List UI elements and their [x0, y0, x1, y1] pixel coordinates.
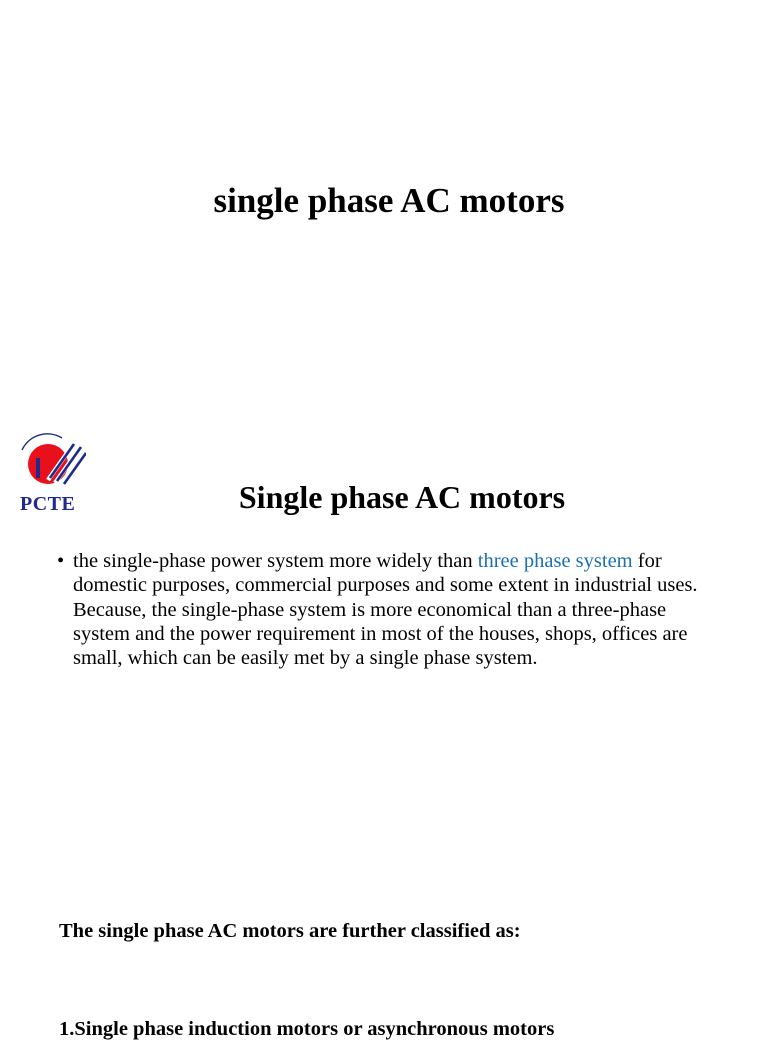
- bullet-text-after: for domestic purposes, commercial purposes and some extent in industrial uses. Because, the single-phase system is more economical than a three-phase system and the power requirement in most of the houses, shops, offices are small, which can be easily met by a single phase system.: [73, 550, 698, 670]
- classification-heading: The single phase AC motors are further classified as:: [59, 920, 521, 942]
- bullet-text-before: the single-phase power system more widely than: [73, 550, 478, 572]
- partial-list-item: 1.Single phase induction motors or asynchronous motors: [59, 1018, 555, 1040]
- three-phase-system-link[interactable]: three phase system: [477, 550, 633, 572]
- slide-heading: Single phase AC motors: [238, 479, 566, 515]
- bullet-paragraph: [73, 549, 703, 670]
- bullet-marker: •: [57, 550, 65, 572]
- pcte-logo-text: PCTE: [20, 493, 76, 515]
- slide-title-main: single phase AC motors: [213, 181, 565, 220]
